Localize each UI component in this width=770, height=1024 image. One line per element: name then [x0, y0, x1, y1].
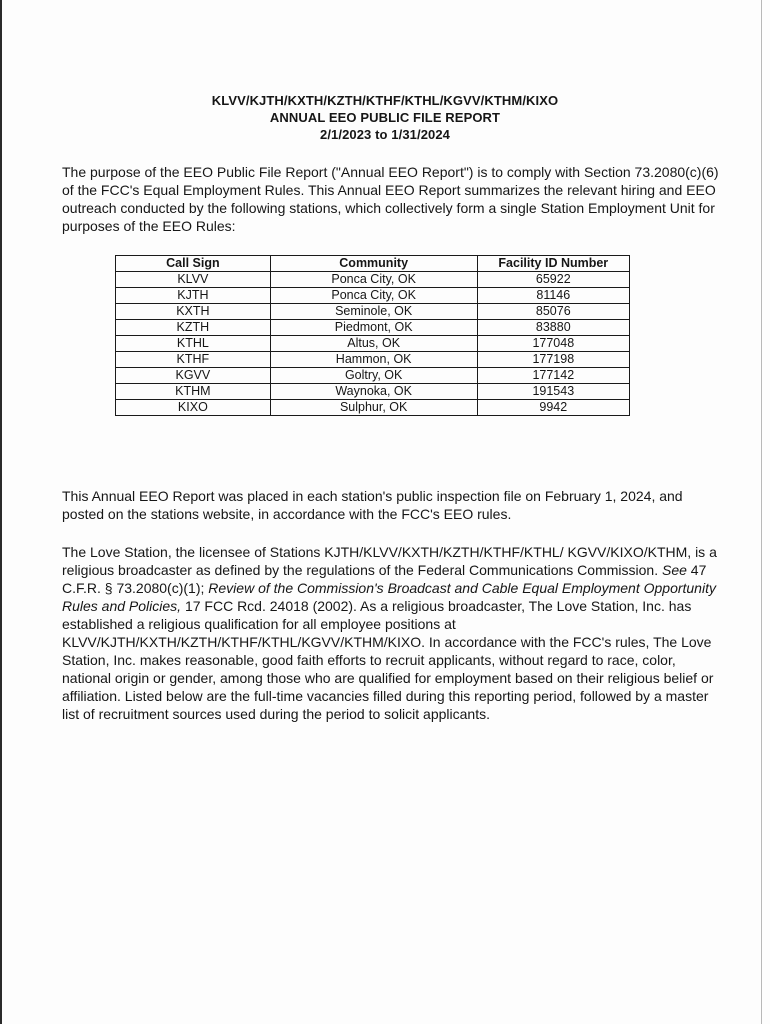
religious-text-part1: The Love Station, the licensee of Stations KJTH/KLVV/KXTH/KZTH/KTHF/KTHL/ KGVV/KIXO/KTHM, is a religious broadcaster as defined by the regulations of the Federal Communications Commission. — [62, 544, 717, 578]
header-report-title: ANNUAL EEO PUBLIC FILE REPORT — [269, 110, 501, 125]
cell-facility-id: 177142 — [477, 368, 629, 384]
cell-community: Sulphur, OK — [270, 400, 477, 416]
religious-broadcaster-paragraph — [62, 543, 722, 723]
stations-table — [115, 255, 630, 416]
cell-facility-id: 9942 — [477, 400, 629, 416]
header-report-period: 2/1/2023 to 1/31/2024 — [319, 127, 451, 142]
header-call-signs: KLVV/KJTH/KXTH/KZTH/KTHF/KTHL/KGVV/KTHM/KIXO — [211, 93, 559, 108]
cell-facility-id: 83880 — [477, 320, 629, 336]
cell-community: Goltry, OK — [270, 368, 477, 384]
cell-call-sign: KGVV — [116, 368, 271, 384]
cell-facility-id: 65922 — [477, 272, 629, 288]
table-row — [116, 336, 630, 352]
review-case-title: Review of the Commission's Broadcast and Cable Equal Employment Opportunity Rules and Policies, — [62, 580, 716, 614]
table-row — [116, 384, 630, 400]
see-citation-signal: See — [661, 562, 687, 578]
cell-facility-id: 85076 — [477, 304, 629, 320]
cell-call-sign: KZTH — [116, 320, 271, 336]
cell-call-sign: KLVV — [116, 272, 271, 288]
cell-call-sign: KJTH — [116, 288, 271, 304]
report-header — [0, 92, 770, 143]
page-left-edge — [0, 0, 2, 1024]
cell-community: Waynoka, OK — [270, 384, 477, 400]
cell-call-sign: KXTH — [116, 304, 271, 320]
cell-community: Hammon, OK — [270, 352, 477, 368]
intro-paragraph: The purpose of the EEO Public File Report ("Annual EEO Report") is to comply with Section 73.2080(c)(6) of the FCC's Equal Employment Rules. This Annual EEO Report summarizes the relevant hiring and EEO outreach conducted by the following stations, which collectively form a single Station Employment Unit for purposes of the EEO Rules: — [62, 164, 719, 234]
cell-community: Seminole, OK — [270, 304, 477, 320]
cell-call-sign: KTHL — [116, 336, 271, 352]
cell-call-sign: KTHM — [116, 384, 271, 400]
column-header-facility-id: Facility ID Number — [477, 256, 629, 272]
religious-text-part3: 17 FCC Rcd. 24018 (2002). As a religious broadcaster, The Love Station, Inc. has established a religious qualification for all employee positions at KLVV/KJTH/KXTH/KZTH/KTHF/KTHL/KGVV/KTHM/KIXO. In accordance with the FCC's rules, The Love Station, Inc. makes reasonable, good faith efforts to recruit applicants, without regard to race, color, national origin or gender, among those who are qualified for employment based on their religious belief or affiliation. Listed below are the full-time vacancies filled during this reporting period, followed by a master list of recruitment sources used during the period to solicit applicants. — [62, 598, 714, 722]
religious-text-part2: 47 C.F.R. § 73.2080(c)(1); — [62, 562, 707, 596]
table-row — [116, 352, 630, 368]
table-header-row — [116, 256, 630, 272]
cell-facility-id: 177048 — [477, 336, 629, 352]
cell-facility-id: 191543 — [477, 384, 629, 400]
cell-community: Ponca City, OK — [270, 272, 477, 288]
cell-facility-id: 177198 — [477, 352, 629, 368]
cell-community: Ponca City, OK — [270, 288, 477, 304]
placement-paragraph: This Annual EEO Report was placed in each station's public inspection file on February 1, 2024, and posted on the stations website, in accordance with the FCC's EEO rules. — [62, 488, 683, 522]
table-row — [116, 272, 630, 288]
cell-community: Piedmont, OK — [270, 320, 477, 336]
table-row — [116, 288, 630, 304]
cell-facility-id: 81146 — [477, 288, 629, 304]
page-right-edge — [761, 0, 762, 1024]
cell-call-sign: KTHF — [116, 352, 271, 368]
table-row — [116, 400, 630, 416]
column-header-community: Community — [270, 256, 477, 272]
cell-community: Altus, OK — [270, 336, 477, 352]
cell-call-sign: KIXO — [116, 400, 271, 416]
table-row — [116, 304, 630, 320]
table-row — [116, 368, 630, 384]
table-row — [116, 320, 630, 336]
column-header-call-sign: Call Sign — [116, 256, 271, 272]
